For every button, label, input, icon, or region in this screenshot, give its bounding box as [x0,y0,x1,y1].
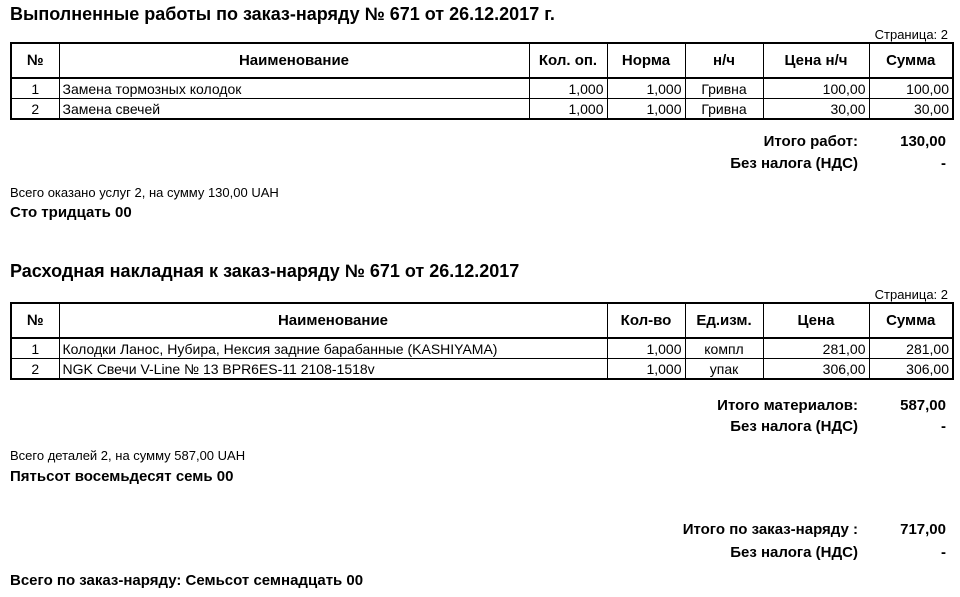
materials-summary: Всего деталей 2, на сумму 587,00 UAH [10,448,246,463]
materials-title: Расходная накладная к заказ-наряду № 671 от 26.12.2017 [10,261,520,281]
col-price: Цена [763,303,869,338]
materials-total-value: 587,00 [900,397,946,414]
works-tax-value: - [941,155,946,172]
table-row: 2 NGK Свечи V-Line № 13 BPR6ES-11 2108-1518v 1,000 упак 306,00 306,00 [11,359,953,380]
materials-total-label: Итого материалов: [717,397,858,414]
works-page-number: Страница: 2 [874,27,948,42]
col-qty: Кол-во [607,303,685,338]
materials-tax-label: Без налога (НДС) [730,418,858,435]
col-number: № [11,43,59,78]
materials-amount-words: Пятьсот восемьдесят семь 00 [10,468,234,485]
col-name: Наименование [59,303,607,338]
col-number: № [11,303,59,338]
order-tax-value: - [941,544,946,561]
works-amount-words: Сто тридцать 00 [10,204,132,221]
table-row: 2 Замена свечей 1,000 1,000 Гривна 30,00 30,00 [11,99,953,120]
col-ops-qty: Кол. оп. [529,43,607,78]
works-total-value: 130,00 [900,133,946,150]
order-total-words: Всего по заказ-наряду: Семьсот семнадцать 00 [10,572,364,589]
works-table [10,42,954,120]
order-total-label: Итого по заказ-наряду : [682,521,858,538]
table-row: 1 Колодки Ланос, Нубира, Нексия задние барабанные (KASHIYAMA) 1,000 компл 281,00 281,00 [11,338,953,359]
col-hour-unit: н/ч [685,43,763,78]
order-total-value: 717,00 [900,521,946,538]
col-norm: Норма [607,43,685,78]
materials-page-number: Страница: 2 [874,287,948,302]
col-hour-price: Цена н/ч [763,43,869,78]
works-tax-label: Без налога (НДС) [730,155,858,172]
materials-table [10,302,954,380]
works-summary: Всего оказано услуг 2, на сумму 130,00 UAH [10,185,279,200]
works-total-label: Итого работ: [763,133,858,150]
materials-table-header [11,303,953,338]
col-unit: Ед.изм. [685,303,763,338]
table-row: 1 Замена тормозных колодок 1,000 1,000 Гривна 100,00 100,00 [11,78,953,99]
materials-tax-value: - [941,418,946,435]
works-table-header [11,43,953,78]
col-sum: Сумма [869,43,953,78]
col-sum: Сумма [869,303,953,338]
col-name: Наименование [59,43,529,78]
order-tax-label: Без налога (НДС) [730,544,858,561]
works-title: Выполненные работы по заказ-наряду № 671 от 26.12.2017 г. [10,4,555,24]
